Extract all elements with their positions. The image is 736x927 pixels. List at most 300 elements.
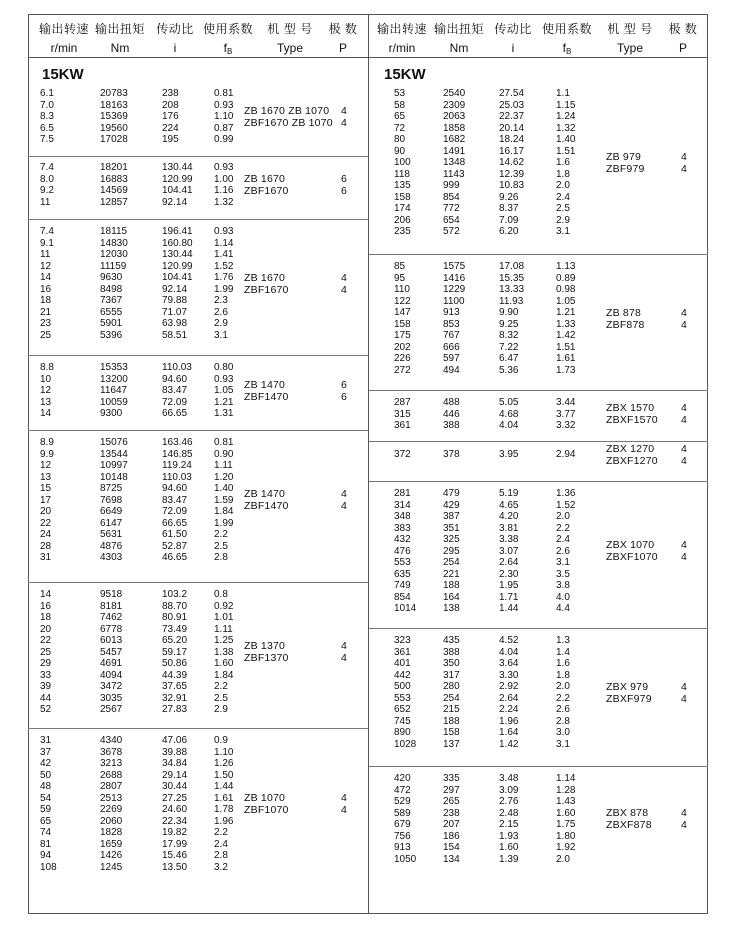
right-cell-ratio: 3.07 xyxy=(499,545,519,557)
right-pole-count: 4 xyxy=(681,402,687,415)
right-model-type: ZB 878 xyxy=(606,306,642,319)
right-cell-factor: 3.1 xyxy=(556,557,570,568)
left-cell-factor: 1.10 xyxy=(214,111,234,122)
left-pole-count: 4 xyxy=(341,488,347,501)
right-cell-ratio: 8.32 xyxy=(499,330,519,341)
right-cell-factor: 1.28 xyxy=(556,784,576,796)
left-cell-speed: 21 xyxy=(40,306,52,318)
right-cell-torque: 317 xyxy=(443,669,460,681)
left-cell-ratio: 104.41 xyxy=(162,185,193,196)
left-cell-speed: 44 xyxy=(40,692,52,704)
left-model-type: ZB 1470 xyxy=(244,378,286,391)
right-cell-factor: 2.2 xyxy=(556,692,570,704)
right-cell-torque: 999 xyxy=(443,180,460,191)
left-cell-ratio: 92.14 xyxy=(162,196,188,208)
right-model-type: ZBF878 xyxy=(606,318,645,331)
left-cell-torque: 1659 xyxy=(100,838,123,850)
right-cell-factor: 2.8 xyxy=(556,715,570,727)
left-cell-factor: 0.81 xyxy=(214,437,234,448)
left-cell-speed: 10 xyxy=(40,373,52,385)
right-cell-ratio: 3.81 xyxy=(499,522,519,534)
right-cell-speed: 323 xyxy=(394,635,411,646)
right-cell-speed: 420 xyxy=(394,773,411,784)
left-cell-factor: 2.2 xyxy=(214,827,228,838)
right-cell-ratio: 6.47 xyxy=(499,353,519,364)
right-cell-speed: 80 xyxy=(394,134,406,145)
right-cell-speed: 1014 xyxy=(394,603,417,614)
right-cell-ratio: 4.04 xyxy=(499,646,519,658)
center-divider xyxy=(368,14,369,914)
left-cell-torque: 4876 xyxy=(100,540,123,552)
left-cell-torque: 5396 xyxy=(100,329,123,341)
left-pole-count: 4 xyxy=(341,640,347,653)
left-header-poles: 极 数 P xyxy=(328,22,358,55)
left-cell-ratio: 176 xyxy=(162,111,179,122)
left-pole-count: 6 xyxy=(341,185,347,197)
left-header-factor: 使用系数 $f_B$ xyxy=(202,22,253,56)
left-cell-factor: 1.41 xyxy=(214,249,234,260)
right-header-poles: 极 数 P xyxy=(668,22,698,55)
left-cell-torque: 13544 xyxy=(100,448,128,460)
left-cell-speed: 7.0 xyxy=(40,99,54,111)
left-cell-speed: 22 xyxy=(40,517,52,529)
right-cell-speed: 58 xyxy=(394,99,406,111)
right-cell-ratio: 3.64 xyxy=(499,658,519,669)
left-cell-ratio: 146.85 xyxy=(162,448,193,460)
right-cell-factor: 1.51 xyxy=(556,145,576,157)
left-cell-factor: 1.25 xyxy=(214,635,234,646)
left-cell-speed: 20 xyxy=(40,623,52,635)
left-cell-speed: 74 xyxy=(40,827,52,838)
right-cell-ratio: 10.83 xyxy=(499,180,525,191)
right-cell-ratio: 14.62 xyxy=(499,157,525,168)
left-cell-factor: 1.05 xyxy=(214,385,234,396)
right-cell-torque: 388 xyxy=(443,646,460,658)
right-cell-factor: 2.5 xyxy=(556,203,570,214)
left-cell-ratio: 13.50 xyxy=(162,861,188,873)
right-cell-ratio: 17.08 xyxy=(499,261,525,272)
left-cell-speed: 14 xyxy=(40,272,52,283)
right-cell-torque: 1682 xyxy=(443,134,466,145)
right-cell-speed: 272 xyxy=(394,364,411,376)
left-cell-factor: 1.99 xyxy=(214,517,234,529)
right-cell-torque: 2540 xyxy=(443,88,466,99)
left-cell-speed: 31 xyxy=(40,735,52,746)
right-cell-ratio: 20.14 xyxy=(499,122,525,134)
left-group-separator xyxy=(28,582,368,583)
left-cell-ratio: 224 xyxy=(162,122,179,134)
right-cell-ratio: 2.64 xyxy=(499,692,519,704)
left-cell-speed: 108 xyxy=(40,861,57,873)
left-cell-torque: 6778 xyxy=(100,623,123,635)
left-cell-factor: 0.8 xyxy=(214,589,228,600)
left-cell-speed: 25 xyxy=(40,646,52,658)
right-cell-speed: 913 xyxy=(394,842,411,853)
right-cell-ratio: 3.95 xyxy=(499,449,519,460)
left-cell-ratio: 37.65 xyxy=(162,681,188,692)
left-cell-ratio: 88.70 xyxy=(162,600,188,612)
right-model-type: ZBX 1270 xyxy=(606,442,655,455)
left-model-type: ZB 1670 xyxy=(244,271,286,284)
left-pole-count: 4 xyxy=(341,804,347,816)
left-cell-ratio: 110.03 xyxy=(162,471,192,483)
right-cell-torque: 1143 xyxy=(443,168,465,180)
left-power-label: 15KW xyxy=(42,66,84,83)
right-cell-ratio: 1.42 xyxy=(499,738,519,750)
left-cell-factor: 1.78 xyxy=(214,804,234,815)
left-cell-speed: 9.9 xyxy=(40,448,54,460)
left-header-ratio: 传动比 i xyxy=(156,22,194,55)
left-cell-torque: 6649 xyxy=(100,506,123,517)
right-cell-speed: 95 xyxy=(394,272,406,284)
right-cell-ratio: 1.96 xyxy=(499,715,519,727)
left-cell-speed: 12 xyxy=(40,460,52,471)
right-cell-speed: 100 xyxy=(394,157,411,168)
right-cell-torque: 654 xyxy=(443,214,460,226)
left-cell-speed: 12 xyxy=(40,260,52,272)
left-cell-factor: 0.99 xyxy=(214,134,234,145)
right-cell-torque: 1100 xyxy=(443,295,465,307)
left-cell-torque: 16883 xyxy=(100,173,128,185)
right-group-separator xyxy=(369,390,708,391)
left-cell-factor: 1.84 xyxy=(214,506,234,517)
left-cell-torque: 15076 xyxy=(100,437,128,448)
left-pole-count: 4 xyxy=(341,652,347,665)
right-cell-speed: 110 xyxy=(394,284,410,295)
right-model-type: ZBX 979 xyxy=(606,680,649,693)
left-cell-ratio: 61.50 xyxy=(162,529,188,540)
right-cell-ratio: 1.60 xyxy=(499,842,519,853)
right-model-type: ZBX 1070 xyxy=(606,539,655,552)
left-cell-torque: 15353 xyxy=(100,362,128,373)
right-model-type: ZBXF1270 xyxy=(606,454,658,467)
left-cell-ratio: 73.49 xyxy=(162,623,188,635)
right-cell-torque: 188 xyxy=(443,580,460,591)
right-cell-torque: 350 xyxy=(443,658,460,669)
right-cell-speed: 226 xyxy=(394,353,411,364)
left-cell-factor: 1.32 xyxy=(214,196,234,208)
right-cell-factor: 2.0 xyxy=(556,853,570,865)
left-cell-ratio: 47.06 xyxy=(162,735,188,746)
left-cell-torque: 12030 xyxy=(100,249,128,260)
right-cell-ratio: 9.26 xyxy=(499,191,519,203)
left-cell-torque: 12857 xyxy=(100,196,128,208)
left-group-separator xyxy=(28,156,368,157)
left-cell-factor: 0.93 xyxy=(214,162,234,173)
left-pole-count: 4 xyxy=(341,283,347,296)
left-model-type: ZBF1670 xyxy=(244,185,289,197)
left-cell-factor: 1.00 xyxy=(214,173,234,185)
right-cell-factor: 2.0 xyxy=(556,180,570,191)
right-cell-ratio: 5.19 xyxy=(499,488,519,499)
left-cell-torque: 4094 xyxy=(100,669,123,681)
right-cell-factor: 2.4 xyxy=(556,534,570,545)
left-cell-speed: 8.0 xyxy=(40,173,54,185)
right-cell-speed: 635 xyxy=(394,568,411,580)
right-cell-ratio: 2.92 xyxy=(499,681,519,692)
left-cell-ratio: 19.82 xyxy=(162,827,188,838)
right-cell-torque: 138 xyxy=(443,603,460,614)
right-cell-speed: 890 xyxy=(394,727,411,738)
right-cell-torque: 666 xyxy=(443,341,460,353)
right-cell-ratio: 27.54 xyxy=(499,88,525,99)
right-cell-ratio: 9.25 xyxy=(499,318,519,330)
right-cell-ratio: 1.44 xyxy=(499,603,519,614)
left-cell-speed: 37 xyxy=(40,746,52,758)
right-cell-torque: 446 xyxy=(443,408,460,420)
left-cell-speed: 14 xyxy=(40,589,52,600)
right-cell-torque: 1416 xyxy=(443,272,466,284)
right-cell-factor: 1.24 xyxy=(556,111,576,122)
left-cell-speed: 54 xyxy=(40,792,52,804)
left-cell-torque: 3213 xyxy=(100,758,123,769)
right-model-type: ZBF979 xyxy=(606,162,645,175)
right-cell-torque: 134 xyxy=(443,853,460,865)
left-cell-torque: 19560 xyxy=(100,122,128,134)
left-cell-torque: 6147 xyxy=(100,517,123,529)
left-cell-ratio: 160.80 xyxy=(162,237,193,249)
left-cell-torque: 8181 xyxy=(100,600,123,612)
left-cell-torque: 4691 xyxy=(100,658,123,669)
left-cell-ratio: 94.60 xyxy=(162,373,188,385)
right-cell-torque: 215 xyxy=(443,704,460,715)
left-cell-ratio: 110.03 xyxy=(162,362,192,373)
left-cell-factor: 1.38 xyxy=(214,646,234,658)
right-cell-ratio: 22.37 xyxy=(499,111,525,122)
left-cell-factor: 2.2 xyxy=(214,681,228,692)
right-cell-speed: 476 xyxy=(394,545,411,557)
left-cell-factor: 2.5 xyxy=(214,692,228,704)
right-cell-torque: 767 xyxy=(443,330,460,341)
left-model-type: ZB 1070 xyxy=(244,792,286,804)
left-header-speed: 输出转速 r/min xyxy=(38,22,89,55)
left-cell-ratio: 66.65 xyxy=(162,517,188,529)
right-power-label: 15KW xyxy=(384,66,426,83)
left-group-separator xyxy=(28,355,368,356)
right-cell-speed: 118 xyxy=(394,168,410,180)
right-pole-count: 4 xyxy=(681,150,687,163)
left-cell-factor: 0.90 xyxy=(214,448,234,460)
left-cell-ratio: 32.91 xyxy=(162,692,188,704)
right-cell-torque: 221 xyxy=(443,568,460,580)
right-cell-ratio: 2.64 xyxy=(499,557,519,568)
left-cell-torque: 20783 xyxy=(100,88,128,99)
left-cell-torque: 6013 xyxy=(100,635,123,646)
left-cell-ratio: 15.46 xyxy=(162,850,188,861)
left-cell-speed: 50 xyxy=(40,769,52,781)
left-cell-ratio: 17.99 xyxy=(162,838,188,850)
left-model-type: ZB 1670 xyxy=(244,173,286,185)
left-cell-factor: 0.93 xyxy=(214,373,234,385)
left-cell-ratio: 195 xyxy=(162,134,179,145)
left-cell-ratio: 24.60 xyxy=(162,804,188,815)
left-cell-ratio: 22.34 xyxy=(162,815,188,827)
left-cell-factor: 1.40 xyxy=(214,483,234,494)
left-pole-count: 6 xyxy=(341,173,347,185)
right-cell-torque: 494 xyxy=(443,364,460,376)
left-cell-factor: 0.87 xyxy=(214,122,234,134)
left-cell-torque: 2807 xyxy=(100,781,123,792)
right-cell-speed: 383 xyxy=(394,522,411,534)
left-cell-ratio: 79.88 xyxy=(162,295,188,306)
right-model-type: ZBXF1570 xyxy=(606,414,658,427)
left-cell-ratio: 92.14 xyxy=(162,283,188,295)
right-pole-count: 4 xyxy=(681,306,687,319)
left-cell-ratio: 63.98 xyxy=(162,318,188,329)
left-cell-factor: 0.92 xyxy=(214,600,234,612)
left-cell-speed: 59 xyxy=(40,804,52,815)
right-cell-factor: 4.4 xyxy=(556,603,570,614)
right-pole-count: 4 xyxy=(681,692,687,705)
left-cell-factor: 1.21 xyxy=(214,396,234,408)
left-cell-ratio: 66.65 xyxy=(162,408,188,419)
left-model-type: ZB 1370 xyxy=(244,640,286,653)
left-cell-speed: 9.2 xyxy=(40,185,54,196)
right-cell-speed: 281 xyxy=(394,488,411,499)
right-cell-factor: 1.13 xyxy=(556,261,576,272)
right-cell-torque: 772 xyxy=(443,203,460,214)
right-cell-speed: 147 xyxy=(394,307,411,318)
right-cell-torque: 158 xyxy=(443,727,460,738)
right-cell-speed: 553 xyxy=(394,557,411,568)
right-model-type: ZBXF1070 xyxy=(606,551,658,564)
left-cell-speed: 18 xyxy=(40,612,52,623)
left-cell-speed: 42 xyxy=(40,758,52,769)
right-pole-count: 4 xyxy=(681,539,687,552)
left-cell-speed: 14 xyxy=(40,408,52,419)
left-cell-ratio: 65.20 xyxy=(162,635,188,646)
left-cell-torque: 14569 xyxy=(100,185,128,196)
left-cell-factor: 1.11 xyxy=(214,460,233,471)
right-cell-speed: 679 xyxy=(394,819,411,830)
left-cell-factor: 2.3 xyxy=(214,295,228,306)
right-cell-factor: 3.0 xyxy=(556,727,570,738)
right-cell-speed: 652 xyxy=(394,704,411,715)
left-cell-ratio: 27.83 xyxy=(162,704,188,715)
right-group-separator xyxy=(369,766,708,767)
right-cell-torque: 1229 xyxy=(443,284,466,295)
left-cell-speed: 28 xyxy=(40,540,52,552)
left-cell-speed: 18 xyxy=(40,295,52,306)
left-cell-speed: 24 xyxy=(40,529,52,540)
right-pole-count: 4 xyxy=(681,318,687,331)
right-model-type: ZB 979 xyxy=(606,150,642,163)
left-cell-ratio: 130.44 xyxy=(162,162,193,173)
right-cell-factor: 2.6 xyxy=(556,545,570,557)
left-cell-ratio: 208 xyxy=(162,99,179,111)
right-pole-count: 4 xyxy=(681,454,687,467)
left-cell-torque: 1245 xyxy=(100,861,123,873)
left-cell-ratio: 83.47 xyxy=(162,494,188,506)
left-cell-factor: 1.50 xyxy=(214,769,234,781)
right-cell-factor: 3.44 xyxy=(556,397,576,408)
left-cell-factor: 1.26 xyxy=(214,758,234,769)
left-cell-ratio: 163.46 xyxy=(162,437,193,448)
right-cell-ratio: 4.04 xyxy=(499,420,519,431)
right-cell-torque: 378 xyxy=(443,449,460,460)
right-cell-factor: 1.33 xyxy=(556,318,576,330)
left-cell-speed: 33 xyxy=(40,669,52,681)
right-cell-torque: 913 xyxy=(443,307,460,318)
right-cell-ratio: 8.37 xyxy=(499,203,519,214)
right-cell-factor: 1.73 xyxy=(556,364,576,376)
right-cell-factor: 1.52 xyxy=(556,499,576,511)
left-cell-torque: 4303 xyxy=(100,552,123,563)
left-cell-ratio: 83.47 xyxy=(162,385,188,396)
right-model-type: ZBXF979 xyxy=(606,692,652,705)
right-cell-ratio: 3.30 xyxy=(499,669,519,681)
left-cell-ratio: 46.65 xyxy=(162,552,188,563)
right-cell-torque: 238 xyxy=(443,807,460,819)
left-cell-factor: 3.2 xyxy=(214,861,228,873)
left-cell-torque: 8725 xyxy=(100,483,123,494)
left-cell-factor: 0.81 xyxy=(214,88,234,99)
right-model-type: ZBX 878 xyxy=(606,807,649,819)
left-cell-speed: 7.5 xyxy=(40,134,54,145)
left-cell-ratio: 104.41 xyxy=(162,272,193,283)
right-cell-ratio: 3.48 xyxy=(499,773,519,784)
right-cell-factor: 1.43 xyxy=(556,796,576,807)
right-cell-factor: 1.14 xyxy=(556,773,576,784)
right-cell-ratio: 2.48 xyxy=(499,807,519,819)
left-group-separator xyxy=(28,430,368,431)
right-cell-torque: 207 xyxy=(443,819,460,830)
right-cell-speed: 72 xyxy=(394,122,406,134)
right-cell-factor: 1.6 xyxy=(556,157,570,168)
right-cell-speed: 65 xyxy=(394,111,406,122)
right-cell-torque: 335 xyxy=(443,773,460,784)
right-pole-count: 4 xyxy=(681,551,687,564)
right-cell-speed: 1050 xyxy=(394,853,417,865)
right-cell-ratio: 12.39 xyxy=(499,168,525,180)
left-cell-torque: 7698 xyxy=(100,494,123,506)
left-cell-ratio: 52.87 xyxy=(162,540,188,552)
right-cell-ratio: 5.36 xyxy=(499,364,519,376)
right-cell-speed: 175 xyxy=(394,330,411,341)
left-cell-torque: 3678 xyxy=(100,746,123,758)
right-cell-torque: 351 xyxy=(443,522,460,534)
right-cell-torque: 1348 xyxy=(443,157,466,168)
right-cell-torque: 186 xyxy=(443,830,460,842)
right-cell-ratio: 13.33 xyxy=(499,284,525,295)
left-cell-factor: 1.61 xyxy=(214,792,234,804)
right-cell-factor: 1.61 xyxy=(556,353,576,364)
right-cell-ratio: 7.09 xyxy=(499,214,519,226)
left-cell-factor: 2.4 xyxy=(214,838,228,850)
left-cell-factor: 1.31 xyxy=(214,408,234,419)
right-cell-factor: 1.60 xyxy=(556,807,576,819)
left-group-separator xyxy=(28,728,368,729)
left-cell-torque: 5457 xyxy=(100,646,123,658)
left-cell-factor: 2.9 xyxy=(214,704,228,715)
right-cell-speed: 174 xyxy=(394,203,411,214)
left-cell-speed: 12 xyxy=(40,385,52,396)
left-cell-factor: 0.80 xyxy=(214,362,234,373)
right-cell-speed: 348 xyxy=(394,511,411,522)
left-cell-torque: 6555 xyxy=(100,306,123,318)
left-cell-torque: 4340 xyxy=(100,735,123,746)
left-cell-factor: 2.2 xyxy=(214,529,228,540)
right-cell-ratio: 1.71 xyxy=(499,591,519,603)
right-cell-speed: 745 xyxy=(394,715,411,727)
left-cell-speed: 16 xyxy=(40,283,52,295)
right-cell-factor: 1.36 xyxy=(556,488,576,499)
right-cell-torque: 325 xyxy=(443,534,460,545)
left-cell-torque: 14830 xyxy=(100,237,128,249)
left-cell-ratio: 71.07 xyxy=(162,306,188,318)
left-cell-speed: 31 xyxy=(40,552,52,563)
right-cell-ratio: 1.39 xyxy=(499,853,519,865)
